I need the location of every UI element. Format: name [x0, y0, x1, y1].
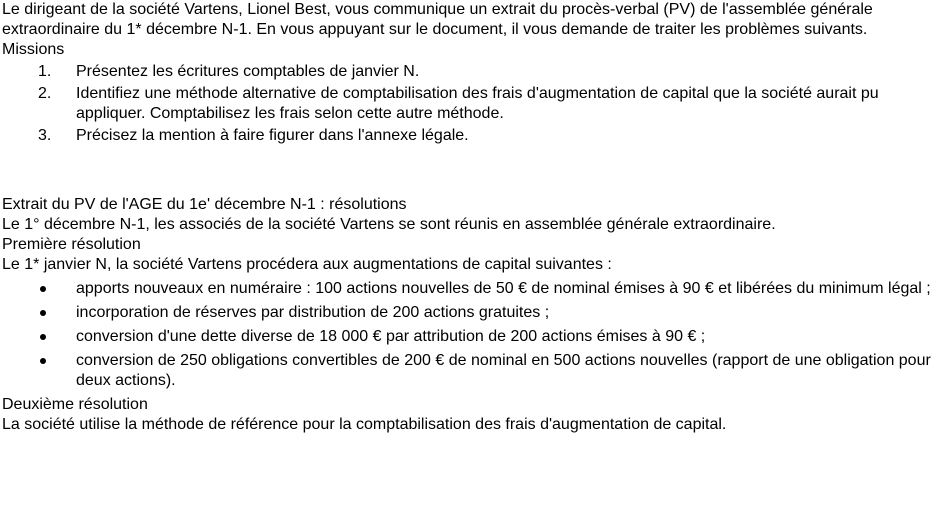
first-resolution-heading: Première résolution	[2, 236, 141, 253]
capital-increase-text: apports nouveaux en numéraire : 100 actions nouvelles de 50 € de nominal émises à 90 € et libérées du minimum légal ;	[76, 280, 931, 297]
extract-title: Extrait du PV de l'AGE du 1e' décembre N-1 : résolutions	[2, 196, 407, 213]
missions-list	[2, 62, 942, 146]
capital-increase-text: conversion d'une dette diverse de 18 000 € par attribution de 200 actions émises à 90 € ;	[76, 328, 706, 345]
capital-increase-list	[2, 279, 942, 391]
second-resolution-heading: Deuxième résolution	[2, 396, 148, 413]
mission-item	[2, 126, 942, 146]
missions-heading: Missions	[2, 41, 65, 58]
capital-increase-item	[2, 327, 942, 347]
mission-number: 1.	[38, 63, 52, 80]
bullet-icon	[40, 334, 46, 340]
mission-number: 3.	[38, 127, 52, 144]
bullet-icon	[40, 310, 46, 316]
mission-text: Précisez la mention à faire figurer dans l'annexe légale.	[76, 127, 469, 144]
section-spacer	[2, 148, 942, 195]
mission-item	[2, 84, 942, 124]
capital-increase-item	[2, 303, 942, 323]
first-resolution-lead: Le 1* janvier N, la société Vartens procédera aux augmentations de capital suivantes :	[2, 256, 612, 273]
second-resolution-text: La société utilise la méthode de référence pour la comptabilisation des frais d'augmentation de capital.	[2, 416, 727, 433]
capital-increase-item	[2, 279, 942, 299]
mission-text: Identifiez une méthode alternative de comptabilisation des frais d'augmentation de capital que la société aurait pu appliquer. Comptabilisez les frais selon cette autre méthode.	[76, 85, 879, 122]
intro-paragraph: Le dirigeant de la société Vartens, Lionel Best, vous communique un extrait du procès-verbal (PV) de l'assemblée générale extraordinaire du 1* décembre N-1. En vous appuyant sur le document, il vous demande de traiter les problèmes suivants.	[2, 1, 873, 38]
capital-increase-item	[2, 351, 942, 391]
mission-item	[2, 62, 942, 82]
capital-increase-text: conversion de 250 obligations convertibles de 200 € de nominal en 500 actions nouvelles (rapport de une obligation pour deux actions).	[76, 352, 931, 389]
capital-increase-text: incorporation de réserves par distribution de 200 actions gratuites ;	[76, 304, 550, 321]
mission-text: Présentez les écritures comptables de janvier N.	[76, 63, 420, 80]
bullet-icon	[40, 358, 46, 364]
mission-number: 2.	[38, 85, 52, 102]
bullet-icon	[40, 286, 46, 292]
extract-intro: Le 1° décembre N-1, les associés de la société Vartens se sont réunis en assemblée générale extraordinaire.	[2, 216, 776, 233]
